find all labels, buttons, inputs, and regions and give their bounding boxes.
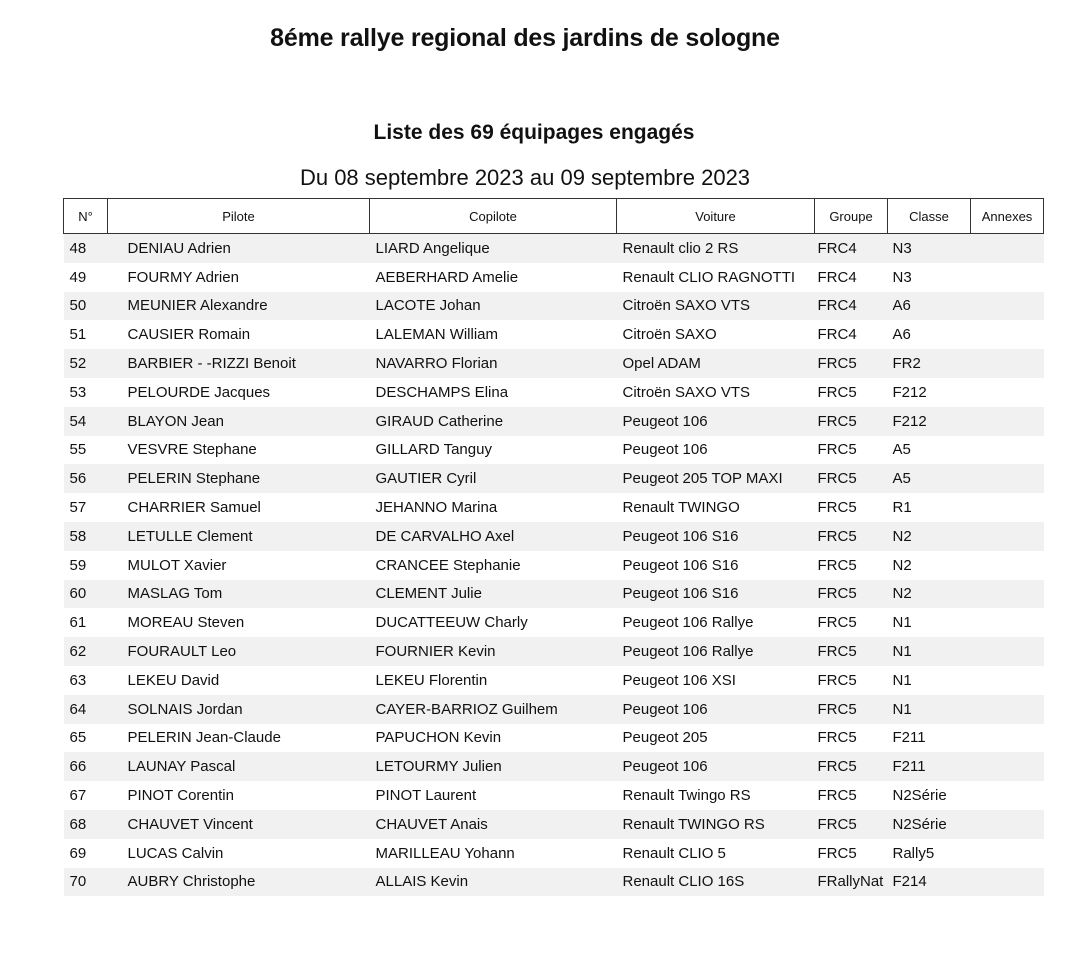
cell-groupe: FRC5 bbox=[815, 695, 888, 724]
cell-pilote: CHAUVET Vincent bbox=[108, 810, 370, 839]
header-annexes: Annexes bbox=[971, 199, 1044, 234]
cell-pilote: SOLNAIS Jordan bbox=[108, 695, 370, 724]
cell-voiture: Peugeot 106 S16 bbox=[617, 580, 815, 609]
cell-copilote: DE CARVALHO Axel bbox=[370, 522, 617, 551]
document-title-text: 8éme rallye regional des jardins de sologne bbox=[270, 24, 780, 52]
cell-pilote: MASLAG Tom bbox=[108, 580, 370, 609]
cell-groupe: FRC5 bbox=[815, 522, 888, 551]
cell-copilote: AEBERHARD Amelie bbox=[370, 263, 617, 292]
table-row bbox=[64, 608, 1044, 637]
cell-pilote: MULOT Xavier bbox=[108, 551, 370, 580]
cell-groupe: FRC5 bbox=[815, 580, 888, 609]
header-copilote: Copilote bbox=[370, 199, 617, 234]
cell-annexes bbox=[971, 292, 1044, 321]
cell-groupe: FRC5 bbox=[815, 349, 888, 378]
cell-voiture: Renault TWINGO RS bbox=[617, 810, 815, 839]
cell-pilote: PELERIN Stephane bbox=[108, 464, 370, 493]
cell-groupe: FRC4 bbox=[815, 292, 888, 321]
cell-copilote: CLEMENT Julie bbox=[370, 580, 617, 609]
cell-voiture: Peugeot 106 Rallye bbox=[617, 637, 815, 666]
cell-groupe: FRC5 bbox=[815, 378, 888, 407]
cell-classe: N1 bbox=[888, 695, 971, 724]
cell-pilote: MEUNIER Alexandre bbox=[108, 292, 370, 321]
cell-classe: N2Série bbox=[888, 810, 971, 839]
cell-num: 51 bbox=[64, 320, 108, 349]
cell-pilote: CAUSIER Romain bbox=[108, 320, 370, 349]
cell-classe: N2Série bbox=[888, 781, 971, 810]
cell-annexes bbox=[971, 320, 1044, 349]
cell-classe: N3 bbox=[888, 234, 971, 263]
cell-pilote: BARBIER - -RIZZI Benoit bbox=[108, 349, 370, 378]
header-groupe: Groupe bbox=[815, 199, 888, 234]
cell-copilote: MARILLEAU Yohann bbox=[370, 839, 617, 868]
cell-annexes bbox=[971, 407, 1044, 436]
header-voiture: Voiture bbox=[617, 199, 815, 234]
cell-pilote: MOREAU Steven bbox=[108, 608, 370, 637]
cell-classe: R1 bbox=[888, 493, 971, 522]
table-row bbox=[64, 407, 1044, 436]
table-row bbox=[64, 234, 1044, 263]
table-row bbox=[64, 551, 1044, 580]
cell-classe: F211 bbox=[888, 752, 971, 781]
cell-classe: A6 bbox=[888, 292, 971, 321]
cell-classe: N2 bbox=[888, 522, 971, 551]
cell-annexes bbox=[971, 666, 1044, 695]
cell-num: 70 bbox=[64, 868, 108, 897]
cell-classe: Rally5 bbox=[888, 839, 971, 868]
cell-annexes bbox=[971, 781, 1044, 810]
cell-annexes bbox=[971, 263, 1044, 292]
cell-classe: F211 bbox=[888, 724, 971, 753]
cell-pilote: PELERIN Jean-Claude bbox=[108, 724, 370, 753]
cell-copilote: LACOTE Johan bbox=[370, 292, 617, 321]
cell-copilote: DESCHAMPS Elina bbox=[370, 378, 617, 407]
cell-classe: A5 bbox=[888, 436, 971, 465]
cell-copilote: PAPUCHON Kevin bbox=[370, 724, 617, 753]
cell-annexes bbox=[971, 695, 1044, 724]
document-subtitle bbox=[0, 121, 1080, 145]
table-row bbox=[64, 378, 1044, 407]
cell-copilote: ALLAIS Kevin bbox=[370, 868, 617, 897]
cell-groupe: FRallyNat bbox=[815, 868, 888, 897]
cell-annexes bbox=[971, 464, 1044, 493]
cell-annexes bbox=[971, 522, 1044, 551]
cell-voiture: Peugeot 106 bbox=[617, 436, 815, 465]
cell-pilote: PELOURDE Jacques bbox=[108, 378, 370, 407]
table-row bbox=[64, 666, 1044, 695]
cell-num: 48 bbox=[64, 234, 108, 263]
cell-classe: A6 bbox=[888, 320, 971, 349]
cell-pilote: FOURMY Adrien bbox=[108, 263, 370, 292]
cell-num: 64 bbox=[64, 695, 108, 724]
cell-pilote: LUCAS Calvin bbox=[108, 839, 370, 868]
cell-classe: F212 bbox=[888, 407, 971, 436]
cell-annexes bbox=[971, 752, 1044, 781]
header-num: N° bbox=[64, 199, 108, 234]
cell-classe: A5 bbox=[888, 464, 971, 493]
cell-groupe: FRC5 bbox=[815, 551, 888, 580]
cell-voiture: Renault CLIO 5 bbox=[617, 839, 815, 868]
cell-voiture: Renault CLIO RAGNOTTI bbox=[617, 263, 815, 292]
table-row bbox=[64, 724, 1044, 753]
cell-voiture: Peugeot 205 bbox=[617, 724, 815, 753]
document-subtitle-text: Liste des 69 équipages engagés bbox=[373, 121, 695, 144]
table-row bbox=[64, 263, 1044, 292]
cell-copilote: LETOURMY Julien bbox=[370, 752, 617, 781]
cell-copilote: GILLARD Tanguy bbox=[370, 436, 617, 465]
table-row bbox=[64, 781, 1044, 810]
cell-num: 68 bbox=[64, 810, 108, 839]
cell-num: 56 bbox=[64, 464, 108, 493]
table-row bbox=[64, 695, 1044, 724]
table-row bbox=[64, 320, 1044, 349]
cell-num: 67 bbox=[64, 781, 108, 810]
cell-groupe: FRC5 bbox=[815, 464, 888, 493]
cell-num: 66 bbox=[64, 752, 108, 781]
cell-groupe: FRC5 bbox=[815, 608, 888, 637]
cell-copilote: CAYER-BARRIOZ Guilhem bbox=[370, 695, 617, 724]
table-row bbox=[64, 349, 1044, 378]
table-body bbox=[64, 234, 1044, 897]
cell-copilote: NAVARRO Florian bbox=[370, 349, 617, 378]
event-dates-text: Du 08 septembre 2023 au 09 septembre 2023 bbox=[299, 165, 751, 190]
cell-num: 50 bbox=[64, 292, 108, 321]
cell-voiture: Peugeot 106 bbox=[617, 407, 815, 436]
cell-num: 60 bbox=[64, 580, 108, 609]
cell-num: 58 bbox=[64, 522, 108, 551]
cell-annexes bbox=[971, 493, 1044, 522]
cell-groupe: FRC4 bbox=[815, 234, 888, 263]
cell-voiture: Renault TWINGO bbox=[617, 493, 815, 522]
table-row bbox=[64, 292, 1044, 321]
cell-copilote: LALEMAN William bbox=[370, 320, 617, 349]
cell-groupe: FRC5 bbox=[815, 724, 888, 753]
cell-classe: F212 bbox=[888, 378, 971, 407]
cell-groupe: FRC5 bbox=[815, 752, 888, 781]
cell-pilote: PINOT Corentin bbox=[108, 781, 370, 810]
cell-copilote: FOURNIER Kevin bbox=[370, 637, 617, 666]
cell-annexes bbox=[971, 580, 1044, 609]
cell-voiture: Renault CLIO 16S bbox=[617, 868, 815, 897]
cell-copilote: LEKEU Florentin bbox=[370, 666, 617, 695]
cell-groupe: FRC5 bbox=[815, 637, 888, 666]
table-row bbox=[64, 522, 1044, 551]
cell-classe: FR2 bbox=[888, 349, 971, 378]
cell-num: 53 bbox=[64, 378, 108, 407]
cell-classe: N1 bbox=[888, 666, 971, 695]
cell-voiture: Peugeot 106 XSI bbox=[617, 666, 815, 695]
cell-num: 57 bbox=[64, 493, 108, 522]
cell-voiture: Renault Twingo RS bbox=[617, 781, 815, 810]
cell-pilote: VESVRE Stephane bbox=[108, 436, 370, 465]
cell-annexes bbox=[971, 551, 1044, 580]
cell-voiture: Citroën SAXO VTS bbox=[617, 378, 815, 407]
cell-pilote: DENIAU Adrien bbox=[108, 234, 370, 263]
cell-num: 59 bbox=[64, 551, 108, 580]
table-row bbox=[64, 839, 1044, 868]
cell-groupe: FRC5 bbox=[815, 781, 888, 810]
cell-groupe: FRC5 bbox=[815, 810, 888, 839]
cell-voiture: Peugeot 106 S16 bbox=[617, 551, 815, 580]
cell-copilote: CHAUVET Anais bbox=[370, 810, 617, 839]
cell-copilote: JEHANNO Marina bbox=[370, 493, 617, 522]
header-classe: Classe bbox=[888, 199, 971, 234]
cell-annexes bbox=[971, 868, 1044, 897]
cell-annexes bbox=[971, 637, 1044, 666]
cell-classe: N2 bbox=[888, 551, 971, 580]
cell-num: 62 bbox=[64, 637, 108, 666]
cell-groupe: FRC4 bbox=[815, 320, 888, 349]
cell-pilote: CHARRIER Samuel bbox=[108, 493, 370, 522]
cell-annexes bbox=[971, 349, 1044, 378]
cell-copilote: CRANCEE Stephanie bbox=[370, 551, 617, 580]
cell-num: 63 bbox=[64, 666, 108, 695]
cell-copilote: LIARD Angelique bbox=[370, 234, 617, 263]
cell-classe: N1 bbox=[888, 608, 971, 637]
cell-annexes bbox=[971, 608, 1044, 637]
cell-annexes bbox=[971, 436, 1044, 465]
table-row bbox=[64, 436, 1044, 465]
cell-pilote: LETULLE Clement bbox=[108, 522, 370, 551]
table-row bbox=[64, 637, 1044, 666]
cell-classe: N3 bbox=[888, 263, 971, 292]
cell-pilote: BLAYON Jean bbox=[108, 407, 370, 436]
cell-classe: N2 bbox=[888, 580, 971, 609]
cell-groupe: FRC5 bbox=[815, 493, 888, 522]
cell-voiture: Citroën SAXO bbox=[617, 320, 815, 349]
cell-voiture: Peugeot 106 Rallye bbox=[617, 608, 815, 637]
cell-groupe: FRC5 bbox=[815, 436, 888, 465]
cell-num: 69 bbox=[64, 839, 108, 868]
document-title bbox=[0, 24, 1080, 53]
cell-groupe: FRC5 bbox=[815, 666, 888, 695]
table-row bbox=[64, 580, 1044, 609]
header-pilote: Pilote bbox=[108, 199, 370, 234]
cell-annexes bbox=[971, 378, 1044, 407]
cell-num: 55 bbox=[64, 436, 108, 465]
cell-annexes bbox=[971, 724, 1044, 753]
cell-num: 49 bbox=[64, 263, 108, 292]
cell-groupe: FRC5 bbox=[815, 839, 888, 868]
table-row bbox=[64, 868, 1044, 897]
cell-classe: F214 bbox=[888, 868, 971, 897]
cell-pilote: LAUNAY Pascal bbox=[108, 752, 370, 781]
cell-annexes bbox=[971, 839, 1044, 868]
cell-voiture: Renault clio 2 RS bbox=[617, 234, 815, 263]
cell-num: 65 bbox=[64, 724, 108, 753]
cell-num: 54 bbox=[64, 407, 108, 436]
table-row bbox=[64, 752, 1044, 781]
cell-copilote: GAUTIER Cyril bbox=[370, 464, 617, 493]
table-header bbox=[64, 199, 1044, 234]
cell-voiture: Peugeot 106 S16 bbox=[617, 522, 815, 551]
table-row bbox=[64, 464, 1044, 493]
cell-groupe: FRC5 bbox=[815, 407, 888, 436]
crews-table bbox=[63, 198, 1044, 896]
cell-classe: N1 bbox=[888, 637, 971, 666]
cell-voiture: Citroën SAXO VTS bbox=[617, 292, 815, 321]
event-dates bbox=[0, 165, 1080, 191]
cell-copilote: GIRAUD Catherine bbox=[370, 407, 617, 436]
cell-annexes bbox=[971, 810, 1044, 839]
cell-num: 52 bbox=[64, 349, 108, 378]
cell-copilote: DUCATTEEUW Charly bbox=[370, 608, 617, 637]
table-row bbox=[64, 493, 1044, 522]
cell-voiture: Peugeot 106 bbox=[617, 695, 815, 724]
cell-copilote: PINOT Laurent bbox=[370, 781, 617, 810]
cell-voiture: Peugeot 106 bbox=[617, 752, 815, 781]
header-row bbox=[64, 199, 1044, 234]
cell-num: 61 bbox=[64, 608, 108, 637]
cell-groupe: FRC4 bbox=[815, 263, 888, 292]
cell-pilote: LEKEU David bbox=[108, 666, 370, 695]
cell-voiture: Peugeot 205 TOP MAXI bbox=[617, 464, 815, 493]
cell-voiture: Opel ADAM bbox=[617, 349, 815, 378]
table-row bbox=[64, 810, 1044, 839]
cell-pilote: AUBRY Christophe bbox=[108, 868, 370, 897]
cell-annexes bbox=[971, 234, 1044, 263]
cell-pilote: FOURAULT Leo bbox=[108, 637, 370, 666]
